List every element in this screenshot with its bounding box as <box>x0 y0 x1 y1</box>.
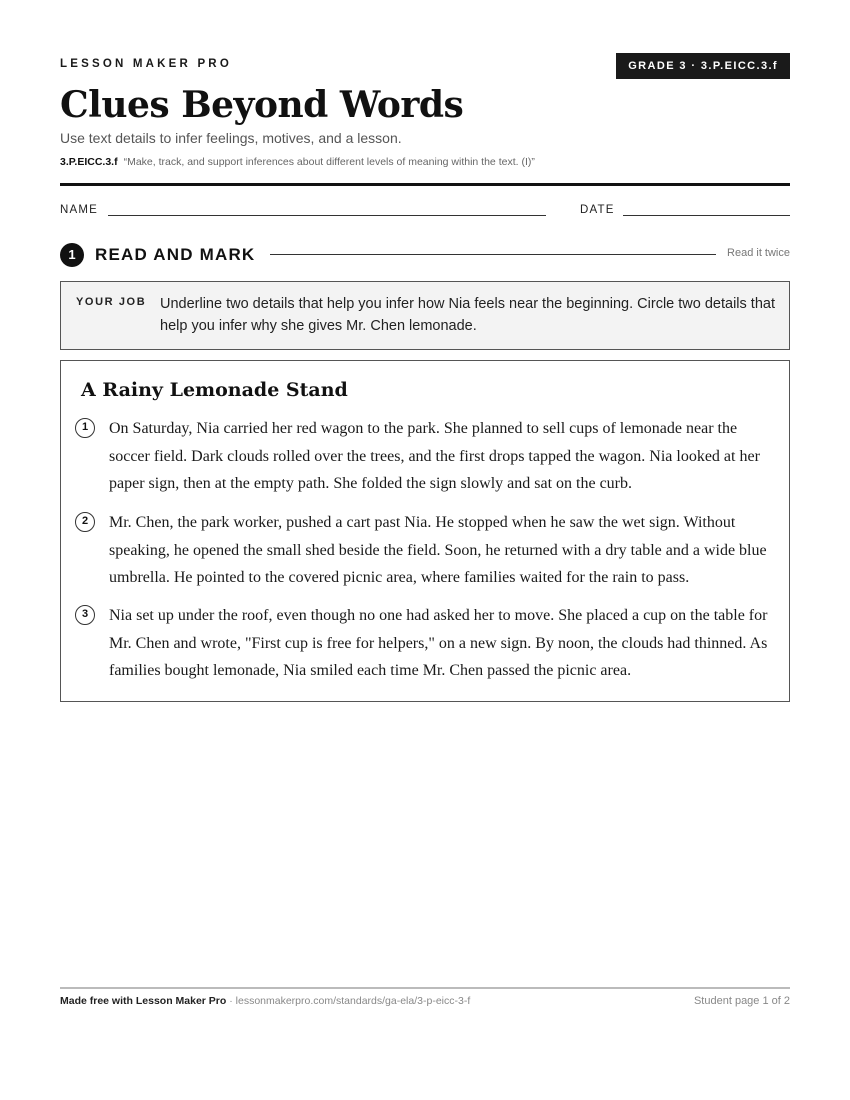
date-label: DATE <box>580 204 615 216</box>
standard-line <box>60 156 535 168</box>
section-title: READ AND MARK <box>95 245 256 264</box>
standard-text: “Make, track, and support inferences about different levels of meaning within the text. (I)” <box>123 156 535 168</box>
paragraph-number-icon: 2 <box>75 512 95 532</box>
paragraph-number-icon: 1 <box>75 418 95 438</box>
footer-brand: Made free with Lesson Maker Pro <box>60 995 227 1007</box>
paragraph-text: Mr. Chen, the park worker, pushed a cart past Nia. He stopped when he saw the wet sign. Without speaking, he opened the small shed beside the field. Soon, he returned with a dry table and a wide blue umbrella. He pointed to the covered picnic area, where families waited for the rain to pass. <box>109 514 767 586</box>
footer-url[interactable]: · lessonmakerpro.com/standards/ga-ela/3-p-eicc-3-f <box>226 995 471 1007</box>
story-title: A Rainy Lemonade Stand <box>81 379 348 401</box>
your-job-box <box>60 281 790 350</box>
footer-credit <box>60 995 470 1007</box>
worksheet-title: Clues Beyond Words <box>60 84 464 126</box>
brand-name: LESSON MAKER PRO <box>60 58 232 70</box>
worksheet-subtitle: Use text details to infer feelings, motives, and a lesson. <box>60 130 402 146</box>
page-indicator: Student page 1 of 2 <box>693 995 790 1007</box>
paragraph-text: On Saturday, Nia carried her red wagon to the park. She planned to sell cups of lemonade near the soccer field. Dark clouds rolled over the trees, and the first drops tapped the wagon. Nia looked at her paper sign, then at the empty path. She folded the sign slowly and sat on the curb. <box>109 420 760 492</box>
section-number-badge: 1 <box>60 243 84 267</box>
your-job-label: YOUR JOB <box>76 296 147 308</box>
your-job-text: Underline two details that help you infer how Nia feels near the beginning. Circle two details that help you infer why she gives Mr. Chen lemonade. <box>160 296 775 334</box>
paragraph-text: Nia set up under the roof, even though no one had asked her to move. She placed a cup on the table for Mr. Chen and wrote, "First cup is free for helpers," on a new sign. By noon, the clouds had thinned. As families bought lemonade, Nia smiled each time Mr. Chen passed the picnic area. <box>109 607 768 679</box>
section-divider <box>270 254 716 255</box>
paragraph-number-icon: 3 <box>75 605 95 625</box>
date-field-line[interactable] <box>623 215 790 216</box>
worksheet-page <box>60 0 790 1100</box>
story-passage-box <box>60 360 790 702</box>
name-label: NAME <box>60 204 99 216</box>
footer-divider <box>60 987 790 989</box>
standard-code: 3.P.EICC.3.f <box>60 156 118 168</box>
grade-standard-badge: GRADE 3 · 3.P.EICC.3.f <box>616 53 790 79</box>
header-divider <box>60 183 790 186</box>
section-note: Read it twice <box>727 247 790 259</box>
name-field-line[interactable] <box>108 215 546 216</box>
